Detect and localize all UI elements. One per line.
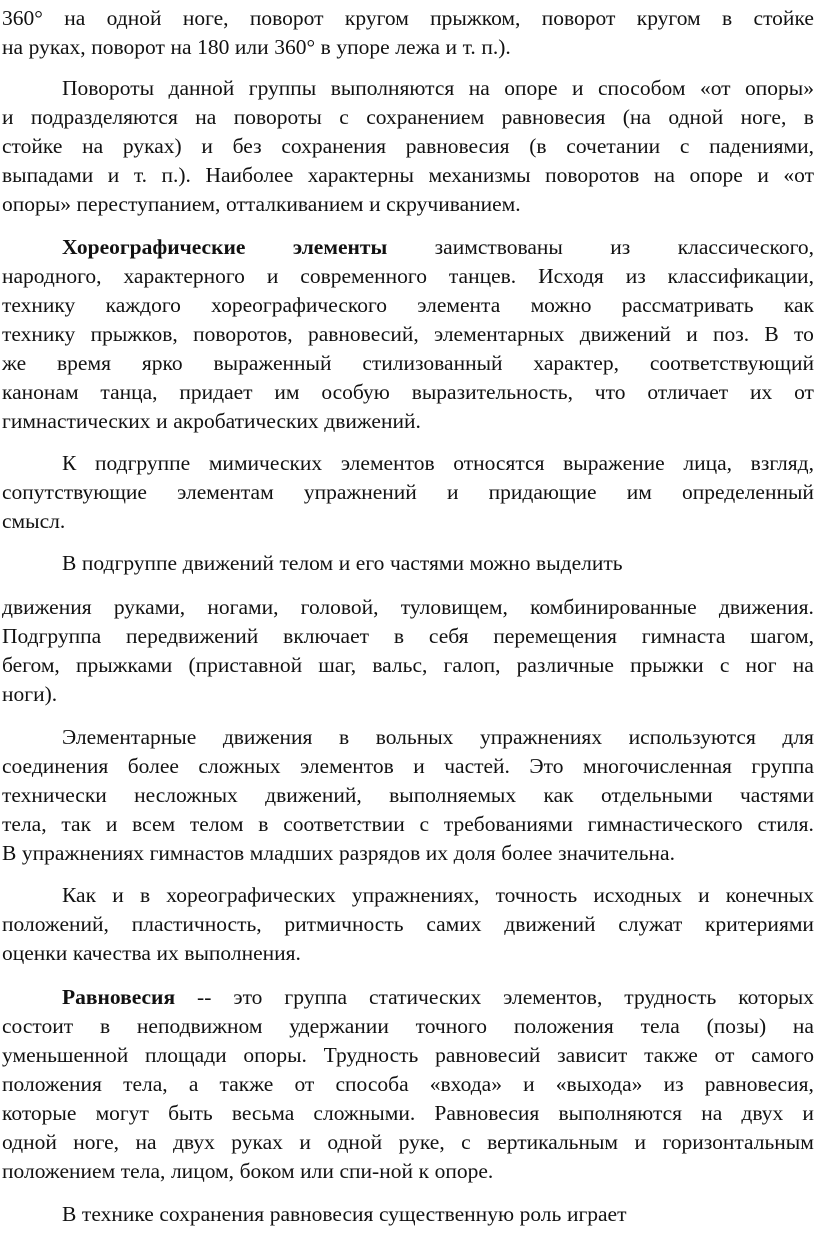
text-line: уменьшенной площади опоры. Трудность равновесий зависит также от самого <box>2 1043 814 1067</box>
text-line: Равновесия -- это группа статических элементов, трудность которых <box>62 985 814 1009</box>
text-line: технику прыжков, поворотов, равновесий, элементарных движений и поз. В то <box>2 322 814 346</box>
text-line: гимнастических и акробатических движений. <box>2 409 421 433</box>
text-line: Повороты данной группы выполняются на опоре и способом «от опоры» <box>62 76 814 100</box>
text-line: народного, характерного и современного танцев. Исходя из классификации, <box>2 264 814 288</box>
text-line: сопутствующие элементам упражнений и придающие им определенный <box>2 480 814 504</box>
text-line: Как и в хореографических упражнениях, точность исходных и конечных <box>62 883 814 907</box>
text-line: которые могут быть весьма сложными. Равновесия выполняются на двух и <box>2 1101 814 1125</box>
text-line: же время ярко выраженный стилизованный характер, соответствующий <box>2 351 814 375</box>
text-line: положения тела, а также от способа «входа» и «выхода» из равновесия, <box>2 1072 814 1096</box>
text-line: оценки качества их выполнения. <box>2 941 301 965</box>
text-line: Подгруппа передвижений включает в себя перемещения гимнаста шагом, <box>2 624 814 648</box>
text-line: положений, пластичность, ритмичность самих движений служат критериями <box>2 912 814 936</box>
text-line: Хореографические элементы заимствованы из классического, <box>62 235 814 259</box>
text-line: одной ноге, на двух руках и одной руке, с вертикальным и горизонтальным <box>2 1130 814 1154</box>
text-line: К подгруппе мимических элементов относятся выражение лица, взгляд, <box>62 451 814 475</box>
text-line: положением тела, лицом, боком или спи-ной к опоре. <box>2 1159 494 1183</box>
text-line: технически несложных движений, выполняемых как отдельными частями <box>2 783 814 807</box>
text-line: и подразделяются на повороты с сохранением равновесия (на одной ноге, в <box>2 105 814 129</box>
text-line: тела, так и всем телом в соответствии с требованиями гимнастического стиля. <box>2 812 814 836</box>
text-line: опоры» переступанием, отталкиванием и скручиванием. <box>2 192 521 216</box>
text-line: соединения более сложных элементов и частей. Это многочисленная группа <box>2 754 814 778</box>
text-line: технику каждого хореографического элемента можно рассматривать как <box>2 293 814 317</box>
text-line: канонам танца, придает им особую выразительность, что отличает их от <box>2 380 814 404</box>
text-line: стойке на руках) и без сохранения равновесия (в сочетании с падениями, <box>2 134 814 158</box>
text-line: состоит в неподвижном удержании точного положения тела (позы) на <box>2 1014 814 1038</box>
text-line: на руках, поворот на 180 или 360° в упоре лежа и т. п.). <box>2 35 511 59</box>
text-line: В упражнениях гимнастов младших разрядов их доля более значительна. <box>2 841 675 865</box>
text-line: смысл. <box>2 509 66 533</box>
text-line: выпадами и т. п.). Наиболее характерны механизмы поворотов на опоре и «от <box>2 163 814 187</box>
text-line: Элементарные движения в вольных упражнениях используются для <box>62 725 814 749</box>
text-line: В подгруппе движений телом и его частями можно выделить <box>62 551 623 575</box>
text-line: В технике сохранения равновесия существенную роль играет <box>62 1202 627 1226</box>
text-line: бегом, прыжками (приставной шаг, вальс, галоп, различные прыжки с ног на <box>2 653 814 677</box>
text-line: 360° на одной ноге, поворот кругом прыжком, поворот кругом в стойке <box>2 6 814 30</box>
text-line: движения руками, ногами, головой, туловищем, комбинированные движения. <box>2 595 814 619</box>
text-line: ноги). <box>2 682 58 706</box>
